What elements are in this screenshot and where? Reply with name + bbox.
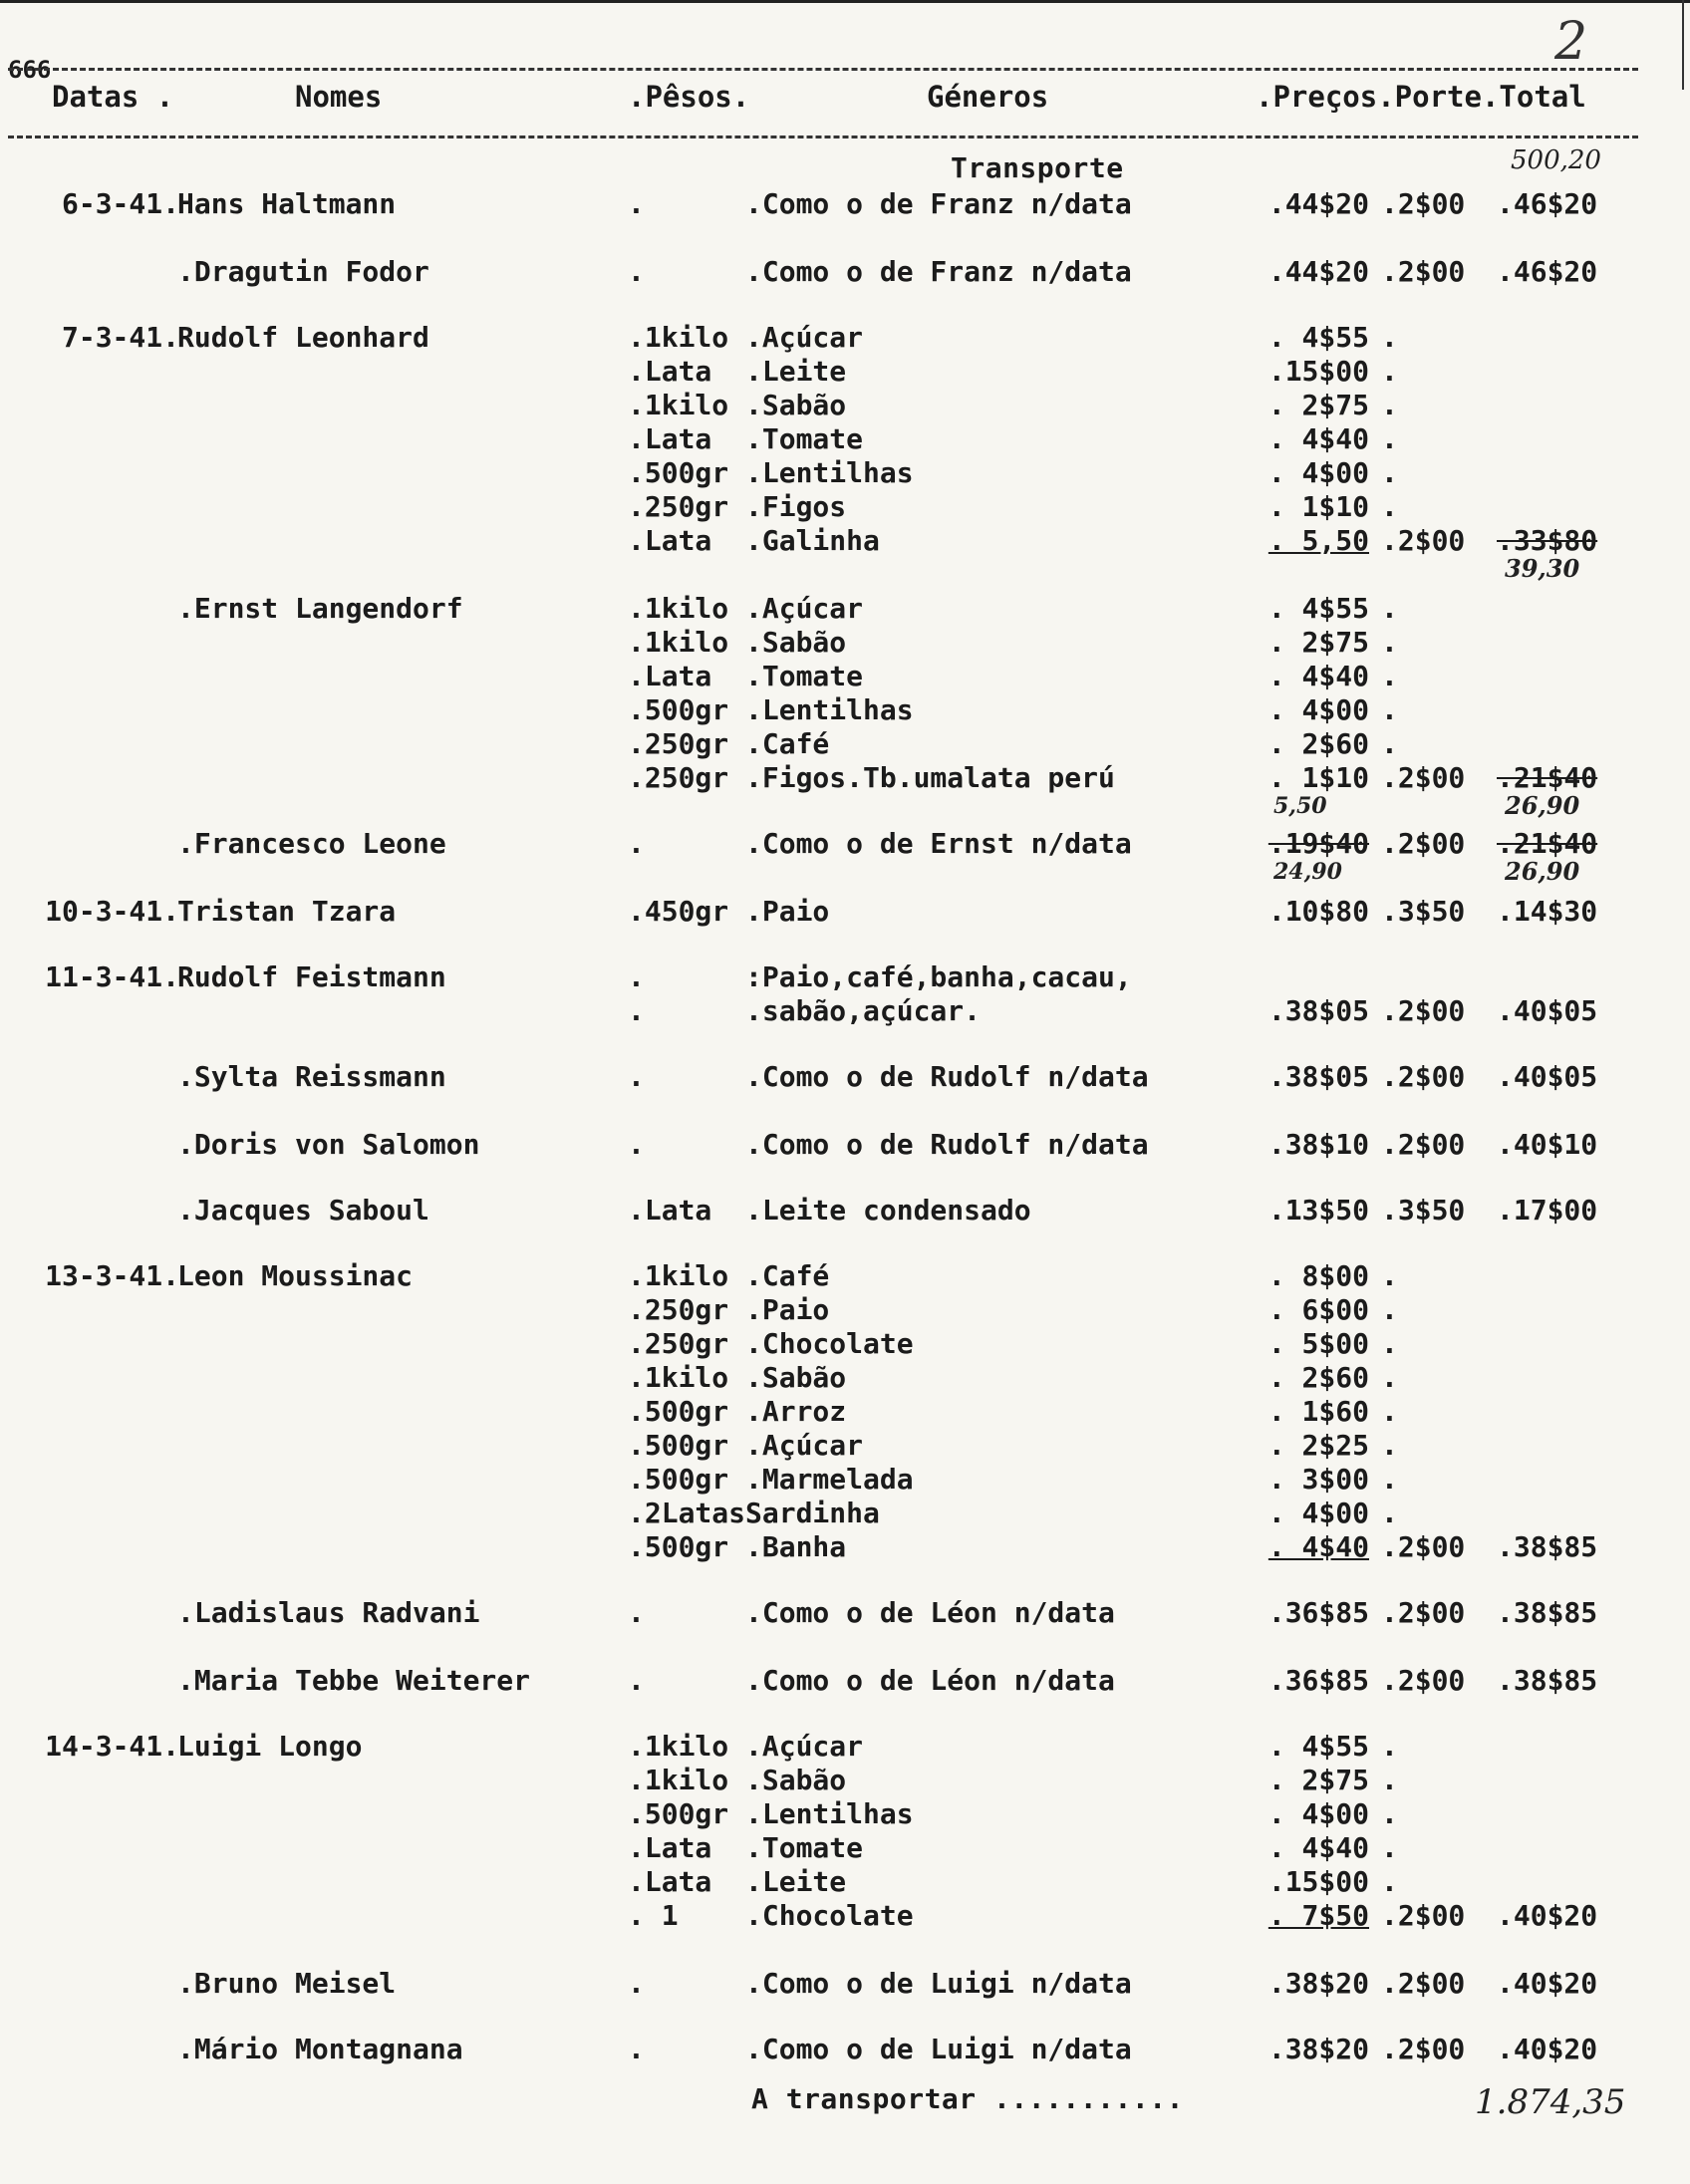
row-goods: .Tomate <box>745 660 864 692</box>
row-postage: . <box>1381 1361 1398 1394</box>
row-weight: . <box>628 187 645 220</box>
row-total: .38$85 <box>1497 1596 1598 1629</box>
row-name: .Bruno Meisel <box>177 1967 397 2000</box>
ledger-row <box>0 321 1690 355</box>
row-price: .13$50 <box>1268 1194 1369 1227</box>
ledger-row <box>0 490 1690 524</box>
ledger-row <box>0 1497 1690 1530</box>
row-name: Leon Moussinac <box>177 1259 414 1292</box>
page-number: 2 <box>1554 12 1588 72</box>
row-goods: .Paio <box>745 895 830 928</box>
ledger-row <box>0 1429 1690 1463</box>
page-edge <box>1682 0 1684 90</box>
row-goods: .Como o de Ernst n/data <box>745 827 1132 860</box>
row-goods: .Figos <box>745 490 847 523</box>
handwritten-total-correction: 26,90 <box>1505 857 1580 886</box>
row-postage: . <box>1381 1327 1398 1360</box>
ledger-row <box>0 1730 1690 1764</box>
row-weight: .500gr <box>628 1395 729 1428</box>
row-price: .38$05 <box>1268 1060 1369 1093</box>
row-price: . 2$75 <box>1268 626 1369 659</box>
row-weight: .500gr <box>628 1797 729 1830</box>
row-goods: .Como o de Léon n/data <box>745 1664 1115 1697</box>
row-weight: .1kilo <box>628 389 729 421</box>
row-postage: . <box>1381 1764 1398 1796</box>
row-price: . 4$55 <box>1268 321 1369 354</box>
row-price: . 4$40 <box>1268 660 1369 692</box>
row-postage: . <box>1381 456 1398 489</box>
row-postage: . <box>1381 727 1398 760</box>
ledger-row <box>0 187 1690 221</box>
row-postage: .2$00 <box>1381 827 1466 860</box>
row-goods: .Café <box>745 727 830 760</box>
top-rule <box>0 0 1690 9</box>
row-price: . 2$75 <box>1268 1764 1369 1796</box>
row-postage: . <box>1381 490 1398 523</box>
ledger-row <box>0 827 1690 886</box>
row-postage: .2$00 <box>1381 1128 1466 1161</box>
ledger-row <box>0 592 1690 626</box>
row-postage: . <box>1381 1865 1398 1898</box>
row-total: .17$00 <box>1497 1194 1598 1227</box>
row-total: .38$85 <box>1497 1530 1598 1563</box>
ledger-row <box>0 994 1690 1028</box>
row-price: . 1$60 <box>1268 1395 1369 1428</box>
row-goods: .Marmelada <box>745 1463 914 1496</box>
row-weight: . <box>628 1967 645 2000</box>
row-price: . 5,50 <box>1268 524 1369 557</box>
row-goods: .Como o de Rudolf n/data <box>745 1060 1149 1093</box>
row-postage: . <box>1381 1395 1398 1428</box>
row-name: .Mário Montagnana <box>177 2033 463 2065</box>
row-name: .Dragutin Fodor <box>177 255 429 288</box>
row-weight: .Lata <box>628 422 712 455</box>
row-postage: . <box>1381 355 1398 388</box>
row-goods: .Tomate <box>745 1831 864 1864</box>
row-postage: . <box>1381 1831 1398 1864</box>
row-postage: .2$00 <box>1381 1664 1466 1697</box>
row-goods: .Arroz <box>745 1395 847 1428</box>
row-goods: .Tomate <box>745 422 864 455</box>
row-price: .38$20 <box>1268 1967 1369 2000</box>
row-weight: .2Latas <box>628 1497 746 1529</box>
row-weight: .Lata <box>628 524 712 557</box>
ledger-row <box>0 1259 1690 1293</box>
row-name: Luigi Longo <box>177 1730 363 1763</box>
row-postage: .2$00 <box>1381 1530 1466 1563</box>
row-goods: .Banha <box>745 1530 847 1563</box>
row-name: .Francesco Leone <box>177 827 446 860</box>
row-goods: .Lentilhas <box>745 1797 914 1830</box>
row-weight: .250gr <box>628 490 729 523</box>
row-weight: .1kilo <box>628 1361 729 1394</box>
row-goods: .Lentilhas <box>745 456 914 489</box>
handwritten-price-correction: 24,90 <box>1273 859 1342 885</box>
row-name: .Doris von Salomon <box>177 1128 480 1161</box>
row-weight: .250gr <box>628 761 729 794</box>
row-postage: .2$00 <box>1381 1060 1466 1093</box>
row-price: .36$85 <box>1268 1596 1369 1629</box>
ledger-row <box>0 1764 1690 1797</box>
header-generos: Géneros <box>927 80 1049 114</box>
row-goods: .Como o de Luigi n/data <box>745 2033 1132 2065</box>
row-price: . 7$50 <box>1268 1899 1369 1932</box>
row-weight: .500gr <box>628 1429 729 1462</box>
row-price: . 4$00 <box>1268 1797 1369 1830</box>
row-postage: .2$00 <box>1381 1967 1466 2000</box>
row-price: . 5$00 <box>1268 1327 1369 1360</box>
row-weight: . 1 <box>628 1899 679 1932</box>
ledger-row <box>0 761 1690 820</box>
row-postage: . <box>1381 626 1398 659</box>
ledger-row <box>0 1128 1690 1162</box>
row-total: .40$10 <box>1497 1128 1598 1161</box>
row-weight: . <box>628 1060 645 1093</box>
ledger-row <box>0 1060 1690 1094</box>
ledger-row <box>0 895 1690 929</box>
row-goods: .Como o de Léon n/data <box>745 1596 1115 1629</box>
ledger-row <box>0 1865 1690 1899</box>
row-weight: .450gr <box>628 895 729 928</box>
row-goods: .Leite <box>745 1865 847 1898</box>
row-price: .36$85 <box>1268 1664 1369 1697</box>
row-goods: .Chocolate <box>745 1327 914 1360</box>
ledger-row <box>0 1967 1690 2001</box>
ledger-row <box>0 1293 1690 1327</box>
row-goods: .Açúcar <box>745 1429 864 1462</box>
ledger-row <box>0 524 1690 583</box>
row-goods: .Açúcar <box>745 1730 864 1763</box>
row-weight: . <box>628 1128 645 1161</box>
row-price: . 4$55 <box>1268 1730 1369 1763</box>
ledger-row <box>0 1361 1690 1395</box>
row-weight: .Lata <box>628 660 712 692</box>
row-date: 14-3-41. <box>45 1730 179 1763</box>
row-total: .38$85 <box>1497 1664 1598 1697</box>
row-goods: .Figos.Tb.umalata perú <box>745 761 1115 794</box>
row-price: . 4$00 <box>1268 456 1369 489</box>
row-goods: .Açúcar <box>745 321 864 354</box>
ledger-row <box>0 1530 1690 1564</box>
row-weight: .Lata <box>628 1865 712 1898</box>
row-name: .Sylta Reissmann <box>177 1060 446 1093</box>
row-weight: .500gr <box>628 1463 729 1496</box>
ledger-row <box>0 960 1690 994</box>
row-total: .40$05 <box>1497 994 1598 1027</box>
row-postage: .2$00 <box>1381 255 1466 288</box>
row-weight: .Lata <box>628 1831 712 1864</box>
row-name: .Jacques Saboul <box>177 1194 429 1227</box>
row-postage: . <box>1381 321 1398 354</box>
ledger-row <box>0 1797 1690 1831</box>
row-price: .44$20 <box>1268 187 1369 220</box>
ledger-row <box>0 456 1690 490</box>
handwritten-total-correction: 39,30 <box>1505 554 1580 583</box>
row-goods: Sardinha <box>745 1497 880 1529</box>
row-total: .46$20 <box>1497 187 1598 220</box>
row-postage: .2$00 <box>1381 524 1466 557</box>
row-weight: .1kilo <box>628 321 729 354</box>
row-weight: . <box>628 827 645 860</box>
row-price: . 4$00 <box>1268 693 1369 726</box>
row-weight: .250gr <box>628 1293 729 1326</box>
row-weight: .250gr <box>628 1327 729 1360</box>
row-goods: .Paio <box>745 1293 830 1326</box>
row-goods: .Como o de Franz n/data <box>745 187 1132 220</box>
row-goods: .sabão,açúcar. <box>745 994 982 1027</box>
row-weight: . <box>628 2033 645 2065</box>
row-weight: . <box>628 255 645 288</box>
row-goods: .Sabão <box>745 626 847 659</box>
row-goods: .Lentilhas <box>745 693 914 726</box>
row-weight: .1kilo <box>628 592 729 625</box>
row-goods: :Paio,café,banha,cacau, <box>745 960 1132 993</box>
handwritten-total-correction: 26,90 <box>1505 791 1580 820</box>
header-bottom-rule <box>8 136 1638 138</box>
row-price: .15$00 <box>1268 1865 1369 1898</box>
row-postage: . <box>1381 660 1398 692</box>
ledger-row <box>0 1596 1690 1630</box>
row-postage: . <box>1381 693 1398 726</box>
ledger-row <box>0 1327 1690 1361</box>
row-weight: .1kilo <box>628 1259 729 1292</box>
row-total: .40$20 <box>1497 1899 1598 1932</box>
row-goods: .Como o de Luigi n/data <box>745 1967 1132 2000</box>
row-total: .40$20 <box>1497 1967 1598 2000</box>
row-weight: . <box>628 1596 645 1629</box>
row-postage: .2$00 <box>1381 1899 1466 1932</box>
row-goods: .Como o de Rudolf n/data <box>745 1128 1149 1161</box>
ledger-row <box>0 1664 1690 1698</box>
row-price: . 2$75 <box>1268 389 1369 421</box>
row-goods: .Chocolate <box>745 1899 914 1932</box>
row-price: .15$00 <box>1268 355 1369 388</box>
ledger-row <box>0 389 1690 422</box>
header-pesos: .Pêsos. <box>628 80 750 114</box>
footer-label: A transportar ........... <box>751 2082 1184 2115</box>
row-goods: .Como o de Franz n/data <box>745 255 1132 288</box>
ledger-row <box>0 355 1690 389</box>
row-total: .40$20 <box>1497 2033 1598 2065</box>
ledger-row <box>0 255 1690 289</box>
row-weight: .1kilo <box>628 1764 729 1796</box>
row-total: .14$30 <box>1497 895 1598 928</box>
row-postage: . <box>1381 1429 1398 1462</box>
row-postage: . <box>1381 1730 1398 1763</box>
row-date: 7-3-41. <box>61 321 179 354</box>
row-weight: .250gr <box>628 727 729 760</box>
row-date: 10-3-41. <box>45 895 179 928</box>
row-postage: .2$00 <box>1381 994 1466 1027</box>
row-weight: . <box>628 994 645 1027</box>
row-postage: . <box>1381 1293 1398 1326</box>
row-weight: .500gr <box>628 456 729 489</box>
row-name: .Ladislaus Radvani <box>177 1596 480 1629</box>
row-goods: .Leite <box>745 355 847 388</box>
row-postage: .2$00 <box>1381 2033 1466 2065</box>
row-price: . 2$60 <box>1268 1361 1369 1394</box>
row-goods: .Galinha <box>745 524 880 557</box>
row-price: . 2$60 <box>1268 727 1369 760</box>
row-weight: .Lata <box>628 355 712 388</box>
row-price: .10$80 <box>1268 895 1369 928</box>
row-price: .19$40 <box>1268 827 1369 860</box>
ledger-row <box>0 2033 1690 2066</box>
row-weight: .1kilo <box>628 1730 729 1763</box>
row-total: .46$20 <box>1497 255 1598 288</box>
ledger-row <box>0 1194 1690 1228</box>
row-price: .38$05 <box>1268 994 1369 1027</box>
row-goods: .Açúcar <box>745 592 864 625</box>
row-postage: . <box>1381 1797 1398 1830</box>
row-price: .38$20 <box>1268 2033 1369 2065</box>
row-date: 11-3-41. <box>45 960 179 993</box>
row-price: . 4$40 <box>1268 1831 1369 1864</box>
row-total: .33$80 <box>1497 524 1598 557</box>
row-name: Rudolf Leonhard <box>177 321 429 354</box>
row-weight: .500gr <box>628 1530 729 1563</box>
row-price: . 1$10 <box>1268 490 1369 523</box>
row-postage: . <box>1381 422 1398 455</box>
row-goods: .Sabão <box>745 389 847 421</box>
row-postage: .3$50 <box>1381 895 1466 928</box>
transport-label: Transporte <box>951 151 1124 184</box>
header-datas: Datas . <box>52 80 174 114</box>
row-weight: . <box>628 960 645 993</box>
row-total: .21$40 <box>1497 827 1598 860</box>
row-name: Tristan Tzara <box>177 895 397 928</box>
row-goods: .Sabão <box>745 1764 847 1796</box>
ledger-row <box>0 1395 1690 1429</box>
row-weight: . <box>628 1664 645 1697</box>
row-name: Rudolf Feistmann <box>177 960 446 993</box>
header-nomes: Nomes <box>295 80 383 114</box>
row-price: . 4$40 <box>1268 422 1369 455</box>
ledger-row <box>0 626 1690 660</box>
transport-total: 500,20 <box>1511 145 1601 175</box>
row-goods: .Café <box>745 1259 830 1292</box>
ref-number: 666 <box>8 56 52 84</box>
row-total: .21$40 <box>1497 761 1598 794</box>
row-weight: .1kilo <box>628 626 729 659</box>
handwritten-price-correction: 5,50 <box>1273 793 1327 819</box>
row-postage: . <box>1381 389 1398 421</box>
row-price: . 4$40 <box>1268 1530 1369 1563</box>
footer-total: 1.874,35 <box>1475 2082 1626 2122</box>
ledger-row <box>0 422 1690 456</box>
row-weight: .500gr <box>628 693 729 726</box>
row-goods: .Sabão <box>745 1361 847 1394</box>
row-price: . 8$00 <box>1268 1259 1369 1292</box>
row-price: .38$10 <box>1268 1128 1369 1161</box>
row-total: .40$05 <box>1497 1060 1598 1093</box>
row-price: . 6$00 <box>1268 1293 1369 1326</box>
row-postage: .3$50 <box>1381 1194 1466 1227</box>
row-price: . 4$00 <box>1268 1497 1369 1529</box>
row-postage: . <box>1381 1497 1398 1529</box>
ledger-row <box>0 1831 1690 1865</box>
ledger-row <box>0 660 1690 693</box>
row-postage: . <box>1381 1259 1398 1292</box>
row-goods: .Leite condensado <box>745 1194 1031 1227</box>
row-price: . 4$55 <box>1268 592 1369 625</box>
ledger-row <box>0 1463 1690 1497</box>
row-price: . 2$25 <box>1268 1429 1369 1462</box>
header-precos: .Preços.Porte.Total <box>1256 80 1586 114</box>
row-name: Hans Haltmann <box>177 187 397 220</box>
row-price: . 1$10 <box>1268 761 1369 794</box>
row-postage: . <box>1381 592 1398 625</box>
row-name: .Ernst Langendorf <box>177 592 463 625</box>
row-postage: .2$00 <box>1381 761 1466 794</box>
row-weight: .Lata <box>628 1194 712 1227</box>
row-postage: .2$00 <box>1381 1596 1466 1629</box>
ledger-row <box>0 693 1690 727</box>
ledger-row <box>0 1899 1690 1933</box>
row-date: 13-3-41. <box>45 1259 179 1292</box>
header-top-rule <box>8 68 1638 71</box>
row-price: . 3$00 <box>1268 1463 1369 1496</box>
row-price: .44$20 <box>1268 255 1369 288</box>
row-postage: .2$00 <box>1381 187 1466 220</box>
ledger-row <box>0 727 1690 761</box>
row-date: 6-3-41. <box>61 187 179 220</box>
row-postage: . <box>1381 1463 1398 1496</box>
row-name: .Maria Tebbe Weiterer <box>177 1664 531 1697</box>
